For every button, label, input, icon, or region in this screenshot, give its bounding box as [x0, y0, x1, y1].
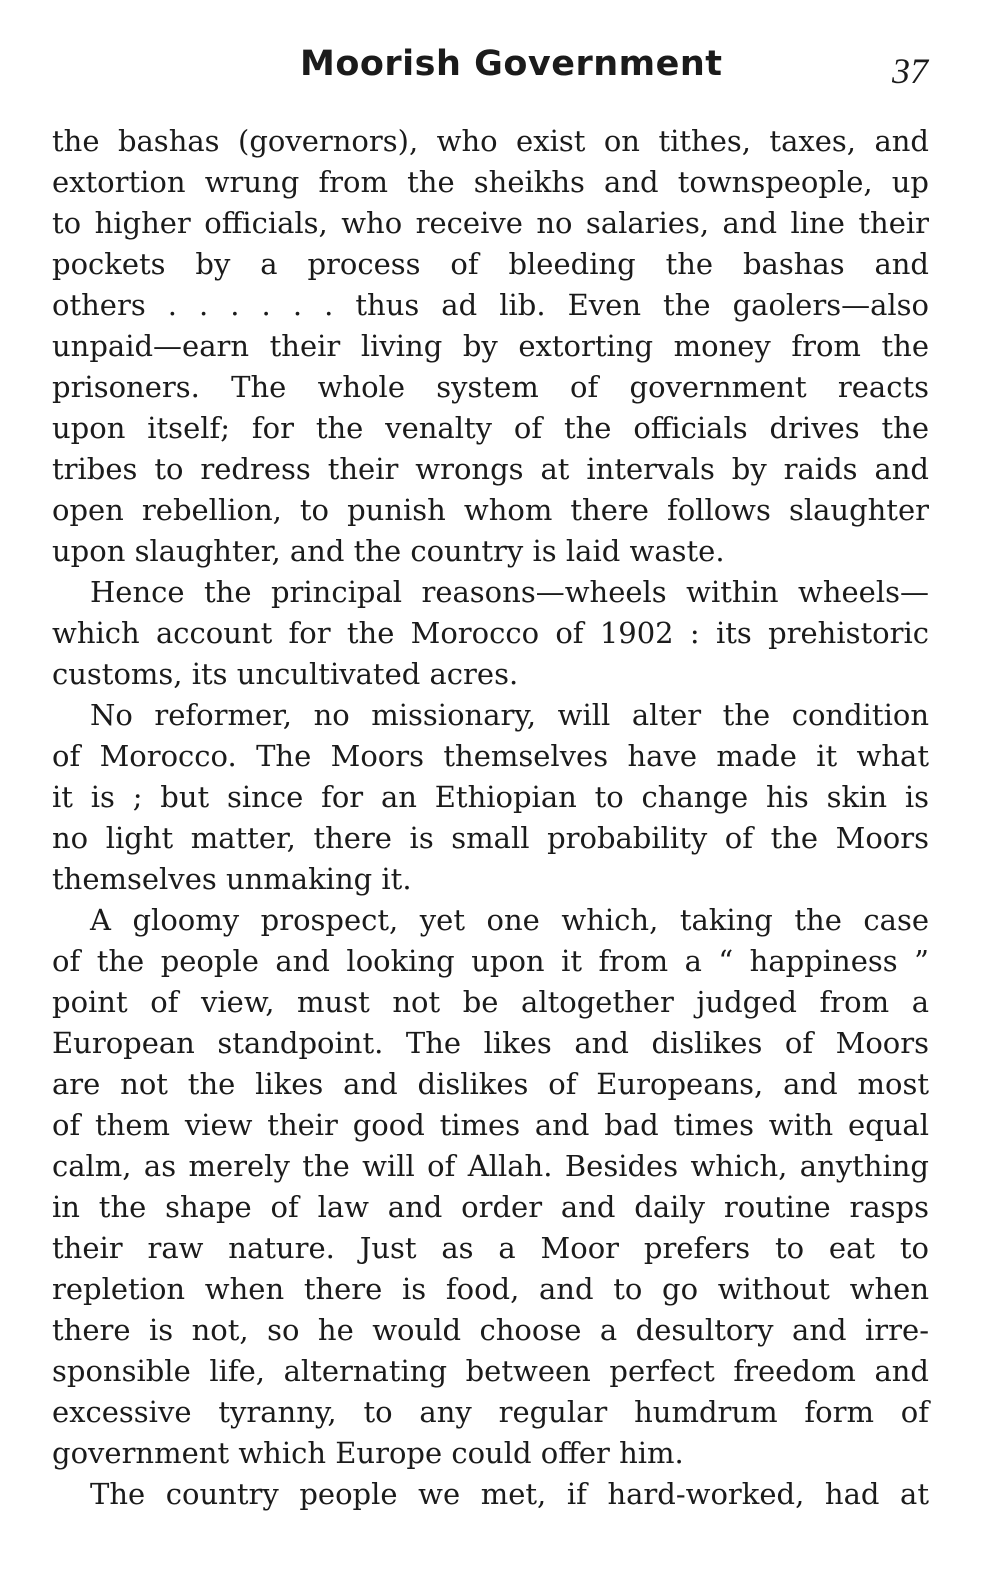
text-line: in the shape of law and order and daily routine rasps: [52, 1190, 929, 1224]
text-line: point of view, must not be altogether judged from a: [52, 985, 929, 1019]
text-line: sponsible life, alternating between perfect freedom and: [52, 1354, 929, 1388]
text-line: of them view their good times and bad times with equal: [52, 1108, 929, 1142]
text-line: European standpoint. The likes and dislikes of Moors: [52, 1026, 929, 1060]
text-line: themselves unmaking it.: [52, 862, 412, 896]
text-line: which account for the Morocco of 1902 : its prehistoric: [52, 616, 929, 650]
text-line: are not the likes and dislikes of Europeans, and most: [52, 1067, 929, 1101]
text-line: calm, as merely the will of Allah. Besides which, anything: [52, 1149, 929, 1183]
text-line: upon itself; for the venalty of the officials drives the: [52, 411, 929, 445]
text-line: unpaid—earn their living by extorting money from the: [52, 329, 929, 363]
text-line: of the people and looking upon it from a “ happiness ”: [52, 944, 929, 978]
text-line: upon slaughter, and the country is laid waste.: [52, 534, 725, 568]
text-line: prisoners. The whole system of government reacts: [52, 370, 929, 404]
text-line: extortion wrung from the sheikhs and townspeople, up: [52, 165, 929, 199]
text-line: pockets by a process of bleeding the bashas and: [52, 247, 929, 281]
paragraph-start-line: Hence the principal reasons—wheels within wheels—: [90, 575, 929, 609]
text-line: the bashas (governors), who exist on tithes, taxes, and: [52, 124, 929, 158]
text-line: others . . . . . . thus ad lib. Even the gaolers—also: [52, 288, 929, 322]
text-line: of Morocco. The Moors themselves have made it what: [52, 739, 929, 773]
page-number: 37: [892, 51, 928, 91]
text-line: customs, its uncultivated acres.: [52, 657, 519, 691]
paragraph-start-line: The country people we met, if hard-worked, had at: [90, 1477, 929, 1511]
text-line: repletion when there is food, and to go without when: [52, 1272, 929, 1306]
text-line: excessive tyranny, to any regular humdrum form of: [52, 1395, 929, 1429]
text-line: government which Europe could offer him.: [52, 1436, 684, 1470]
body-text: [52, 121, 929, 1515]
running-head: [0, 40, 1000, 100]
text-line: there is not, so he would choose a desultory and irre-: [52, 1313, 929, 1347]
text-line: to higher officials, who receive no salaries, and line their: [52, 206, 929, 240]
text-line: open rebellion, to punish whom there follows slaughter: [52, 493, 929, 527]
paragraph-start-line: A gloomy prospect, yet one which, taking the case: [90, 903, 929, 937]
text-line: no light matter, there is small probability of the Moors: [52, 821, 929, 855]
running-title: Moorish Government: [300, 44, 723, 84]
text-line: tribes to redress their wrongs at intervals by raids and: [52, 452, 929, 486]
paragraph-start-line: No reformer, no missionary, will alter the condition: [90, 698, 929, 732]
text-line: it is ; but since for an Ethiopian to change his skin is: [52, 780, 929, 814]
text-line: their raw nature. Just as a Moor prefers to eat to: [52, 1231, 929, 1265]
